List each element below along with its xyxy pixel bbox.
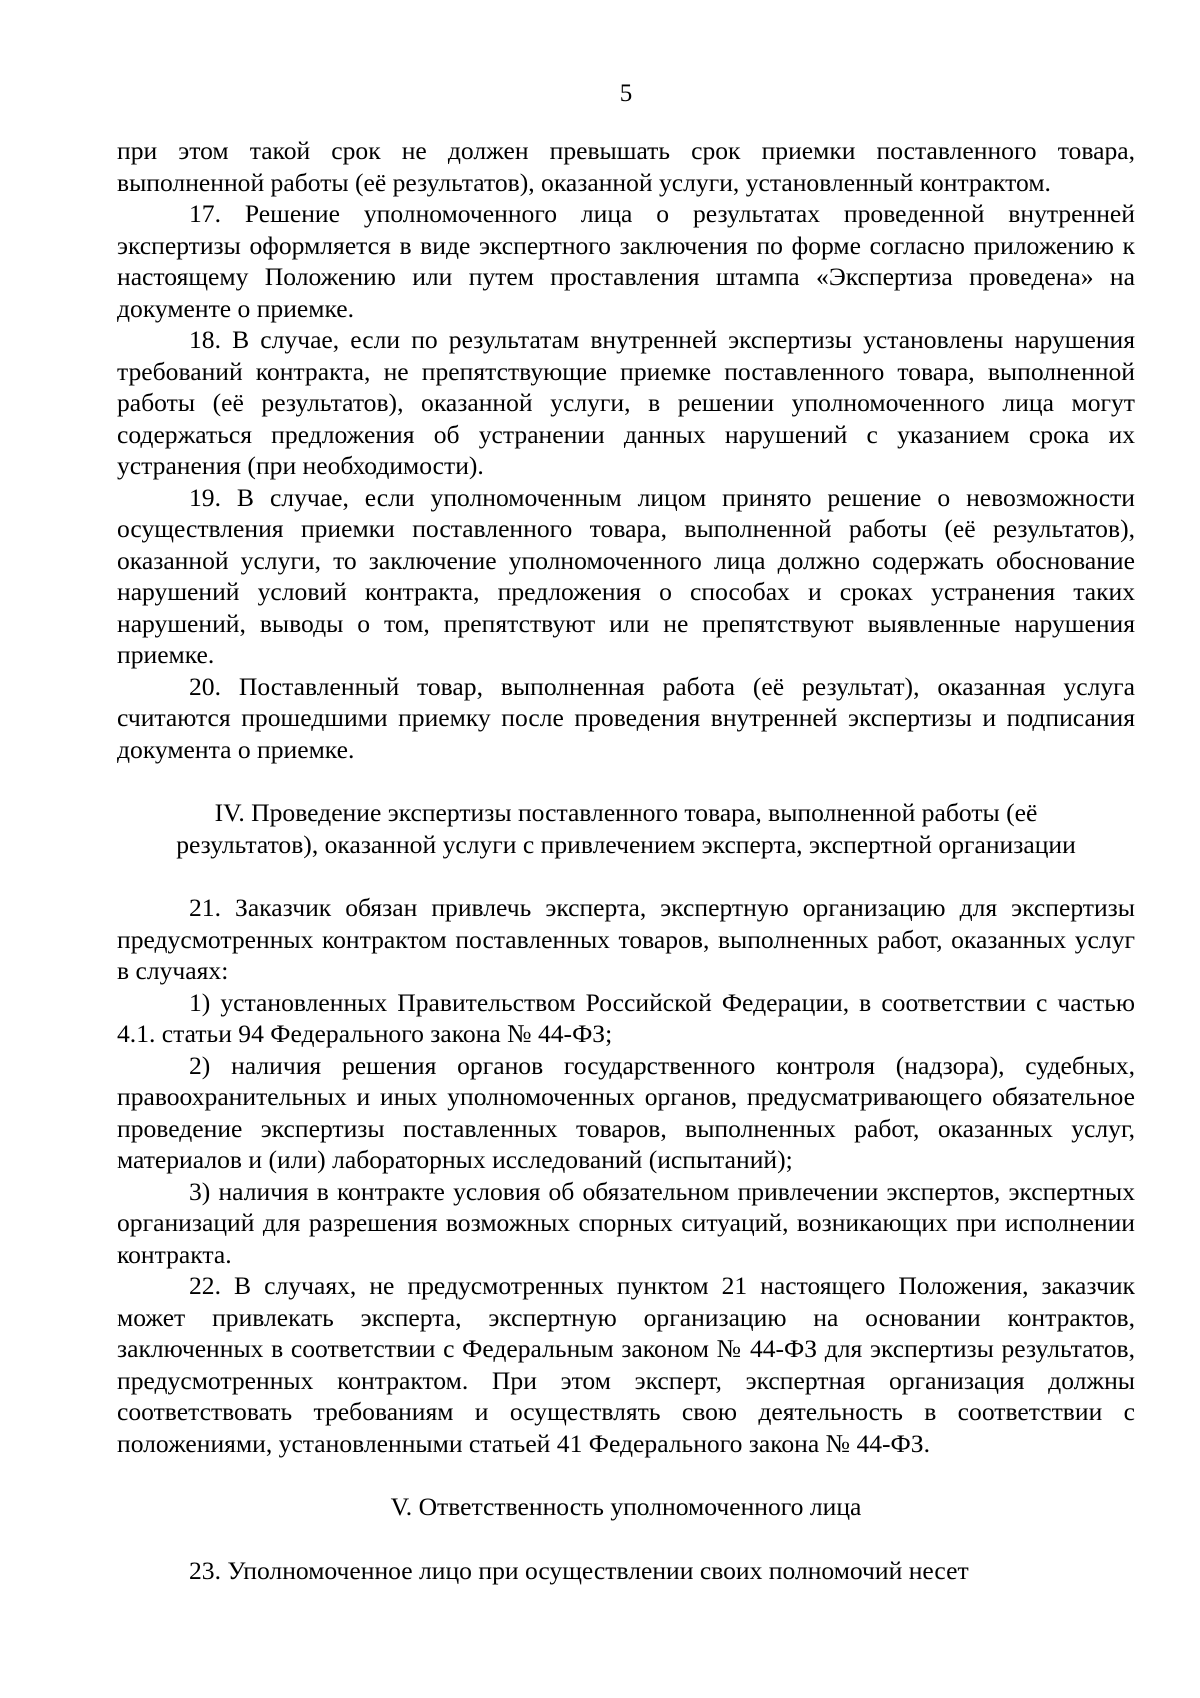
paragraph-19: 19. В случае, если уполномоченным лицом принято решение о невозможности осуществления приемки поставленного товара, выполненной работы (её результатов), оказанной услуги, то заключение уполномоченного лица должно содержать обоснование нарушений условий контракта, предложения о способах и сроках устранения таких нарушений, выводы о том, препятствуют или не препятствуют выявленные нарушения приемке. [117,482,1135,669]
paragraph-21: 21. Заказчик обязан привлечь эксперта, экспертную организацию для экспертизы предусмотренных контрактом поставленных товаров, выполненных работ, оказанных услуг в случаях: [117,893,1135,985]
paragraph-21-item-2: 2) наличия решения органов государственного контроля (надзора), судебных, правоохранительных и иных уполномоченных органов, предусматривающего обязательное проведение экспертизы поставленных товаров, выполненных работ, оказанных услуг, материалов и (или) лабораторных исследований (испытаний); [117,1050,1135,1174]
document-body [117,135,1135,1586]
paragraph-17: 17. Решение уполномоченного лица о результатах проведенной внутренней экспертизы оформляется в виде экспертного заключения по форме согласно приложению к настоящему Положению или путем проставления штампа «Экспертиза проведена» на документе о приемке. [117,199,1135,323]
paragraph-18: 18. В случае, если по результатам внутренней экспертизы установлены нарушения требований контракта, не препятствующие приемке поставленного товара, выполненной работы (её результатов), оказанной услуги, в решении уполномоченного лица могут содержаться предложения об устранении данных нарушений с указанием срока их устранения (при необходимости). [117,325,1135,480]
paragraph-continuation: при этом такой срок не должен превышать срок приемки поставленного товара, выполненной работы (её результатов), оказанной услуги, установленный контрактом. [117,136,1135,197]
section-v-heading: V. Ответственность уполномоченного лица [390,1492,862,1521]
page-number: 5 [619,80,633,107]
paragraph-21-item-1: 1) установленных Правительством Российской Федерации, в соответствии с частью 4.1. статьи 94 Федерального закона № 44-ФЗ; [117,987,1135,1048]
paragraph-23: 23. Уполномоченное лицо при осуществлении своих полномочий несет [189,1555,969,1585]
spacer [117,1523,1135,1555]
spacer [117,860,1135,892]
section-iv-heading-line-1: IV. Проведение экспертизы поставленного товара, выполненной работы (её [214,798,1038,827]
spacer [117,765,1135,797]
section-iv-heading-line-2: результатов), оказанной услуги с привлечением эксперта, экспертной организации [176,829,1076,859]
paragraph-20: 20. Поставленный товар, выполненная работа (её результат), оказанная услуга считаются прошедшими приемку после проведения внутренней экспертизы и подписания документа о приемке. [117,671,1135,764]
spacer [117,1459,1135,1491]
paragraph-21-item-3: 3) наличия в контракте условия об обязательном привлечении экспертов, экспертных организаций для разрешения возможных спорных ситуаций, возникающих при исполнении контракта. [117,1176,1135,1269]
paragraph-22: 22. В случаях, не предусмотренных пунктом 21 настоящего Положения, заказчик может привлекать эксперта, экспертную организацию на основании контрактов, заключенных в соответствии с Федеральным законом № 44-ФЗ для экспертизы результатов, предусмотренных контрактом. При этом эксперт, экспертная организация должны соответствовать требованиям и осуществлять свою деятельность в соответствии с положениями, установленными статьей 41 Федерального закона № 44-ФЗ. [117,1271,1135,1458]
